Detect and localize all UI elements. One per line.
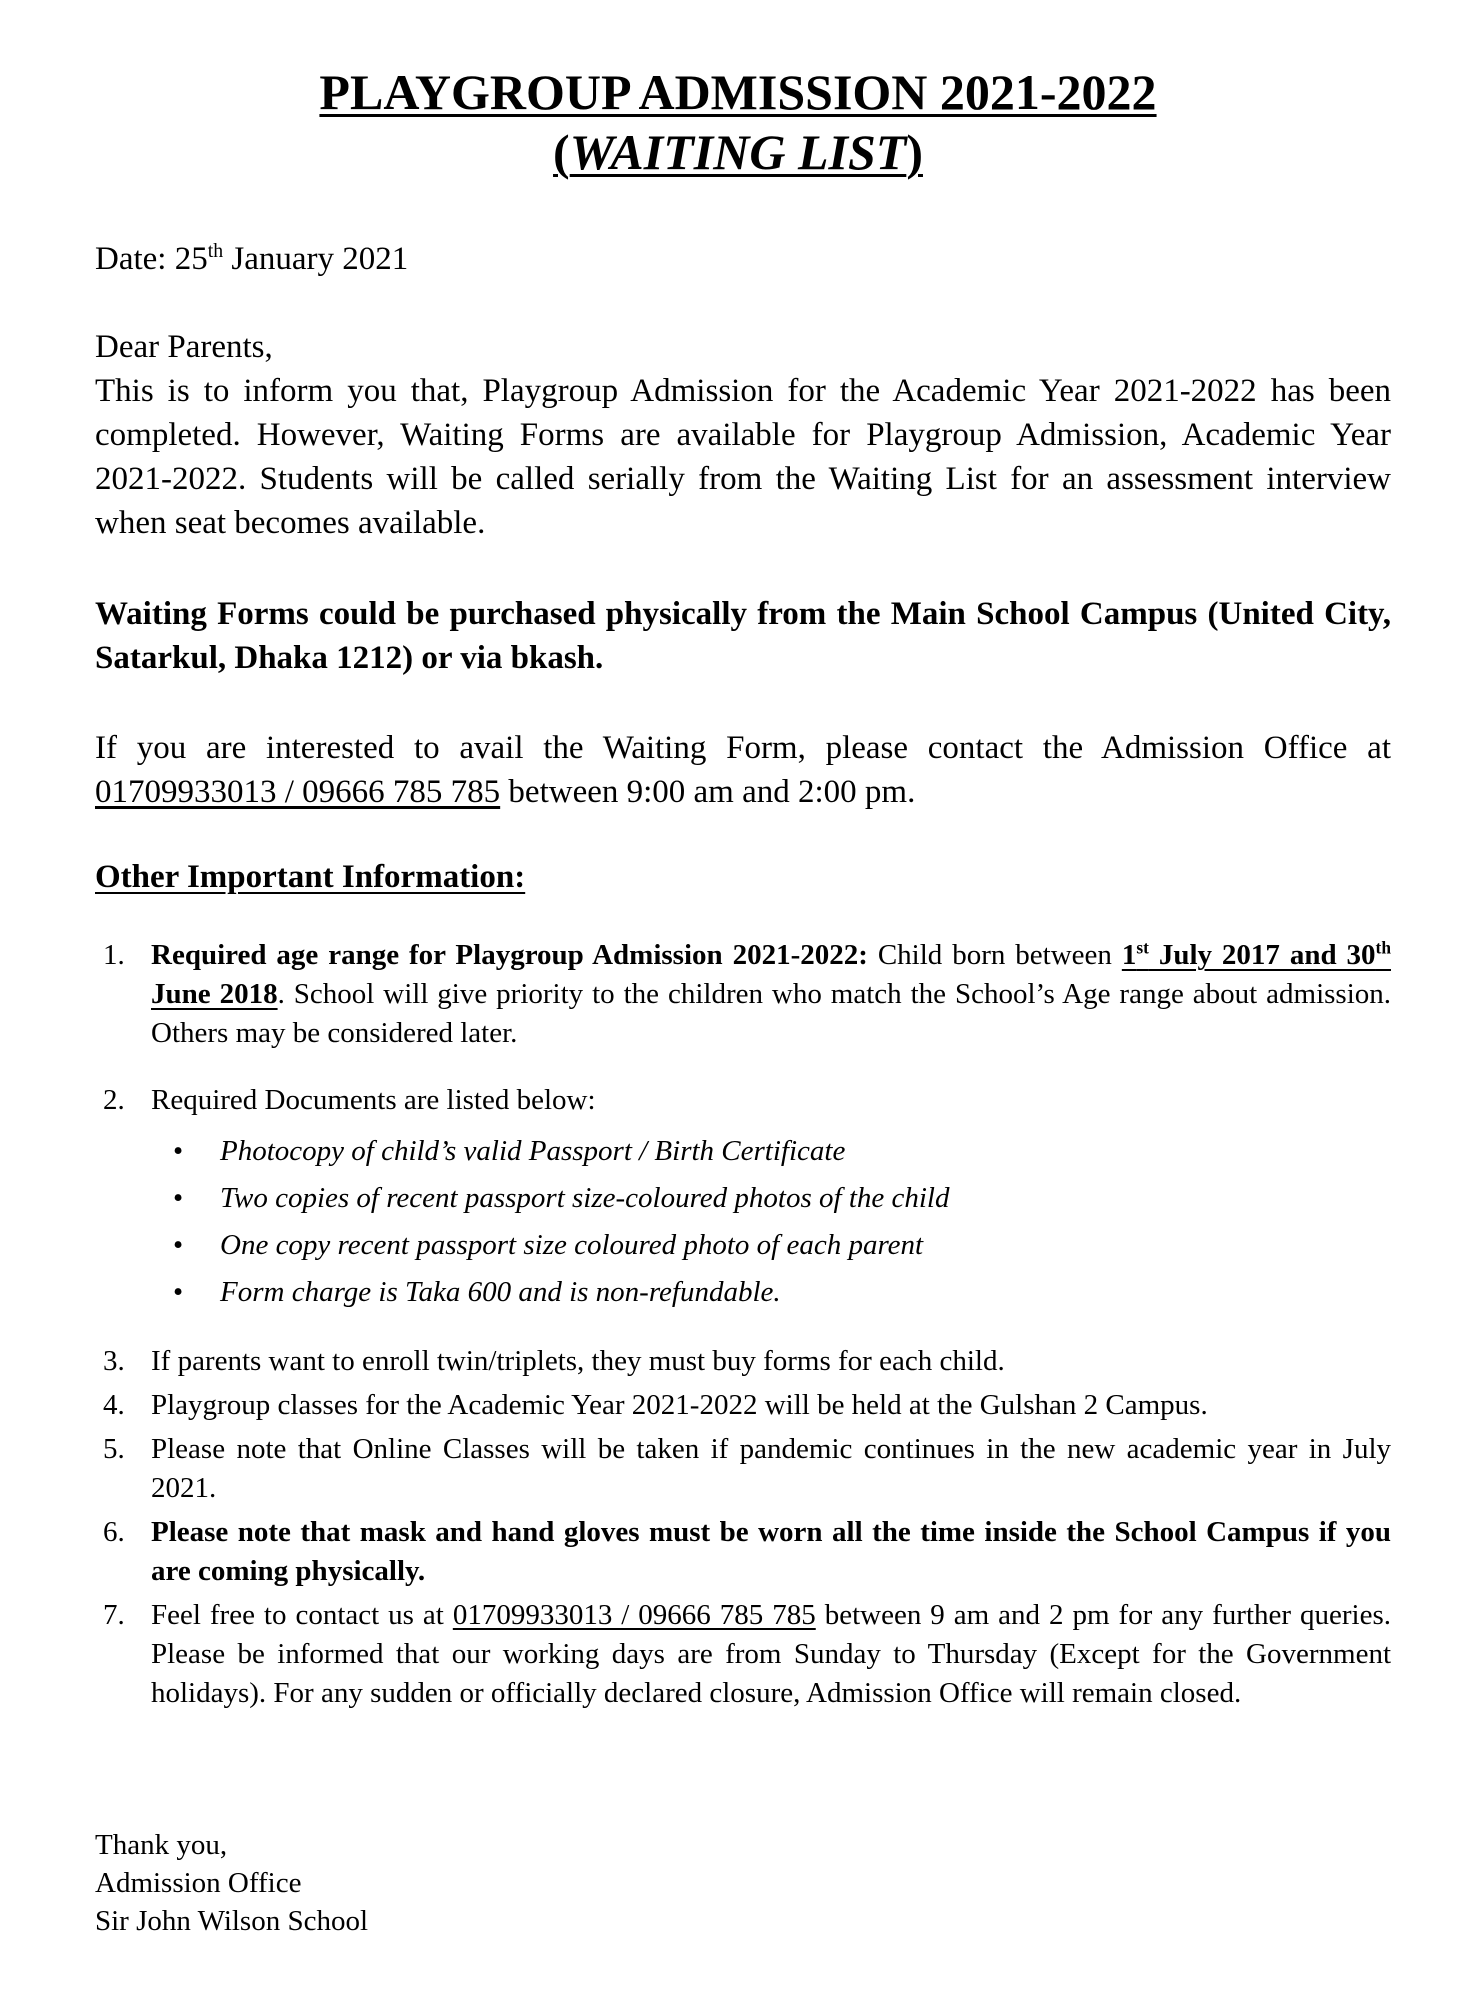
bullet-icon: •	[173, 1229, 184, 1261]
closing-block	[95, 1826, 1391, 1940]
document-date: Date: 25th January 2021	[95, 240, 409, 277]
bullet-item: • Form charge is Taka 600 and is non-refundable.	[95, 1269, 1391, 1316]
list-item-5: 5. Please note that Online Classes will be taken if pandemic continues in the new academic year in July 2021.	[103, 1433, 1391, 1504]
title-paren-close: )	[906, 124, 923, 180]
contact-phone-link-2[interactable]: 01709933013 / 09666 785 785	[452, 1599, 816, 1631]
bullet-icon: •	[173, 1276, 184, 1308]
bullet-item: • Photocopy of child’s valid Passport / Birth Certificate	[95, 1128, 1391, 1175]
other-info-heading: Other Important Information:	[95, 859, 526, 895]
intro-paragraph: This is to inform you that, Playgroup Admission for the Academic Year 2021-2022 has been completed. However, Waiting Forms are available for Playgroup Admission, Academic Year 2021-2022. Students will be called serially from the Waiting List for an assessment interview when seat becomes available.	[95, 373, 1391, 541]
closing-office: Admission Office	[95, 1867, 302, 1899]
title-paren-open: (	[553, 124, 570, 180]
closing-school: Sir John Wilson School	[95, 1905, 369, 1937]
contact-phone-link[interactable]: 01709933013 / 09666 785 785	[95, 774, 501, 810]
list-item-2: 2. Required Documents are listed below:	[103, 1084, 596, 1116]
list-item-3: 3. If parents want to enroll twin/triplets, they must buy forms for each child.	[103, 1345, 1005, 1377]
documents-bullet-list	[95, 1128, 1391, 1316]
bullet-icon: •	[173, 1135, 184, 1167]
list-item-1: 1. Required age range for Playgroup Admission 2021-2022: Child born between 1st July 2017 and 30th June 2018. School will give priority to the children who match the School’s Age range about admission. Others may be considered later.	[103, 937, 1391, 1049]
purchase-note: Waiting Forms could be purchased physically from the Main School Campus (United City, Satarkul, Dhaka 1212) or via bkash.	[95, 596, 1391, 676]
closing-thanks: Thank you,	[95, 1829, 228, 1861]
age-range: 1st July 2017 and 30th June 2018	[151, 937, 1391, 1010]
salutation: Dear Parents,	[95, 329, 273, 365]
list-item-4: 4. Playgroup classes for the Academic Year 2021-2022 will be held at the Gulshan 2 Campus.	[103, 1389, 1208, 1421]
title-line-2	[553, 124, 923, 180]
bullet-item: • One copy recent passport size coloured photo of each parent	[95, 1222, 1391, 1269]
list-item-6: 6. Please note that mask and hand gloves must be worn all the time inside the School Campus if you are coming physically.	[103, 1516, 1391, 1587]
document-title	[0, 62, 1476, 182]
contact-paragraph: If you are interested to avail the Waiting Form, please contact the Admission Office at 01709933013 / 09666 785 785 between 9:00 am and 2:00 pm.	[95, 730, 1391, 810]
bullet-icon: •	[173, 1182, 184, 1214]
bullet-item: • Two copies of recent passport size-coloured photos of the child	[95, 1175, 1391, 1222]
info-list	[95, 936, 1391, 1713]
title-line-1: PLAYGROUP ADMISSION 2021-2022	[319, 64, 1157, 120]
title-waiting-list: WAITING LIST	[569, 124, 907, 180]
list-item-7: 7. Feel free to contact us at 01709933013 / 09666 785 785 between 9 am and 2 pm for any further queries. Please be informed that our working days are from Sunday to Thursday (Except for the Government holidays). For any sudden or officially declared closure, Admission Office will remain closed.	[103, 1599, 1391, 1709]
